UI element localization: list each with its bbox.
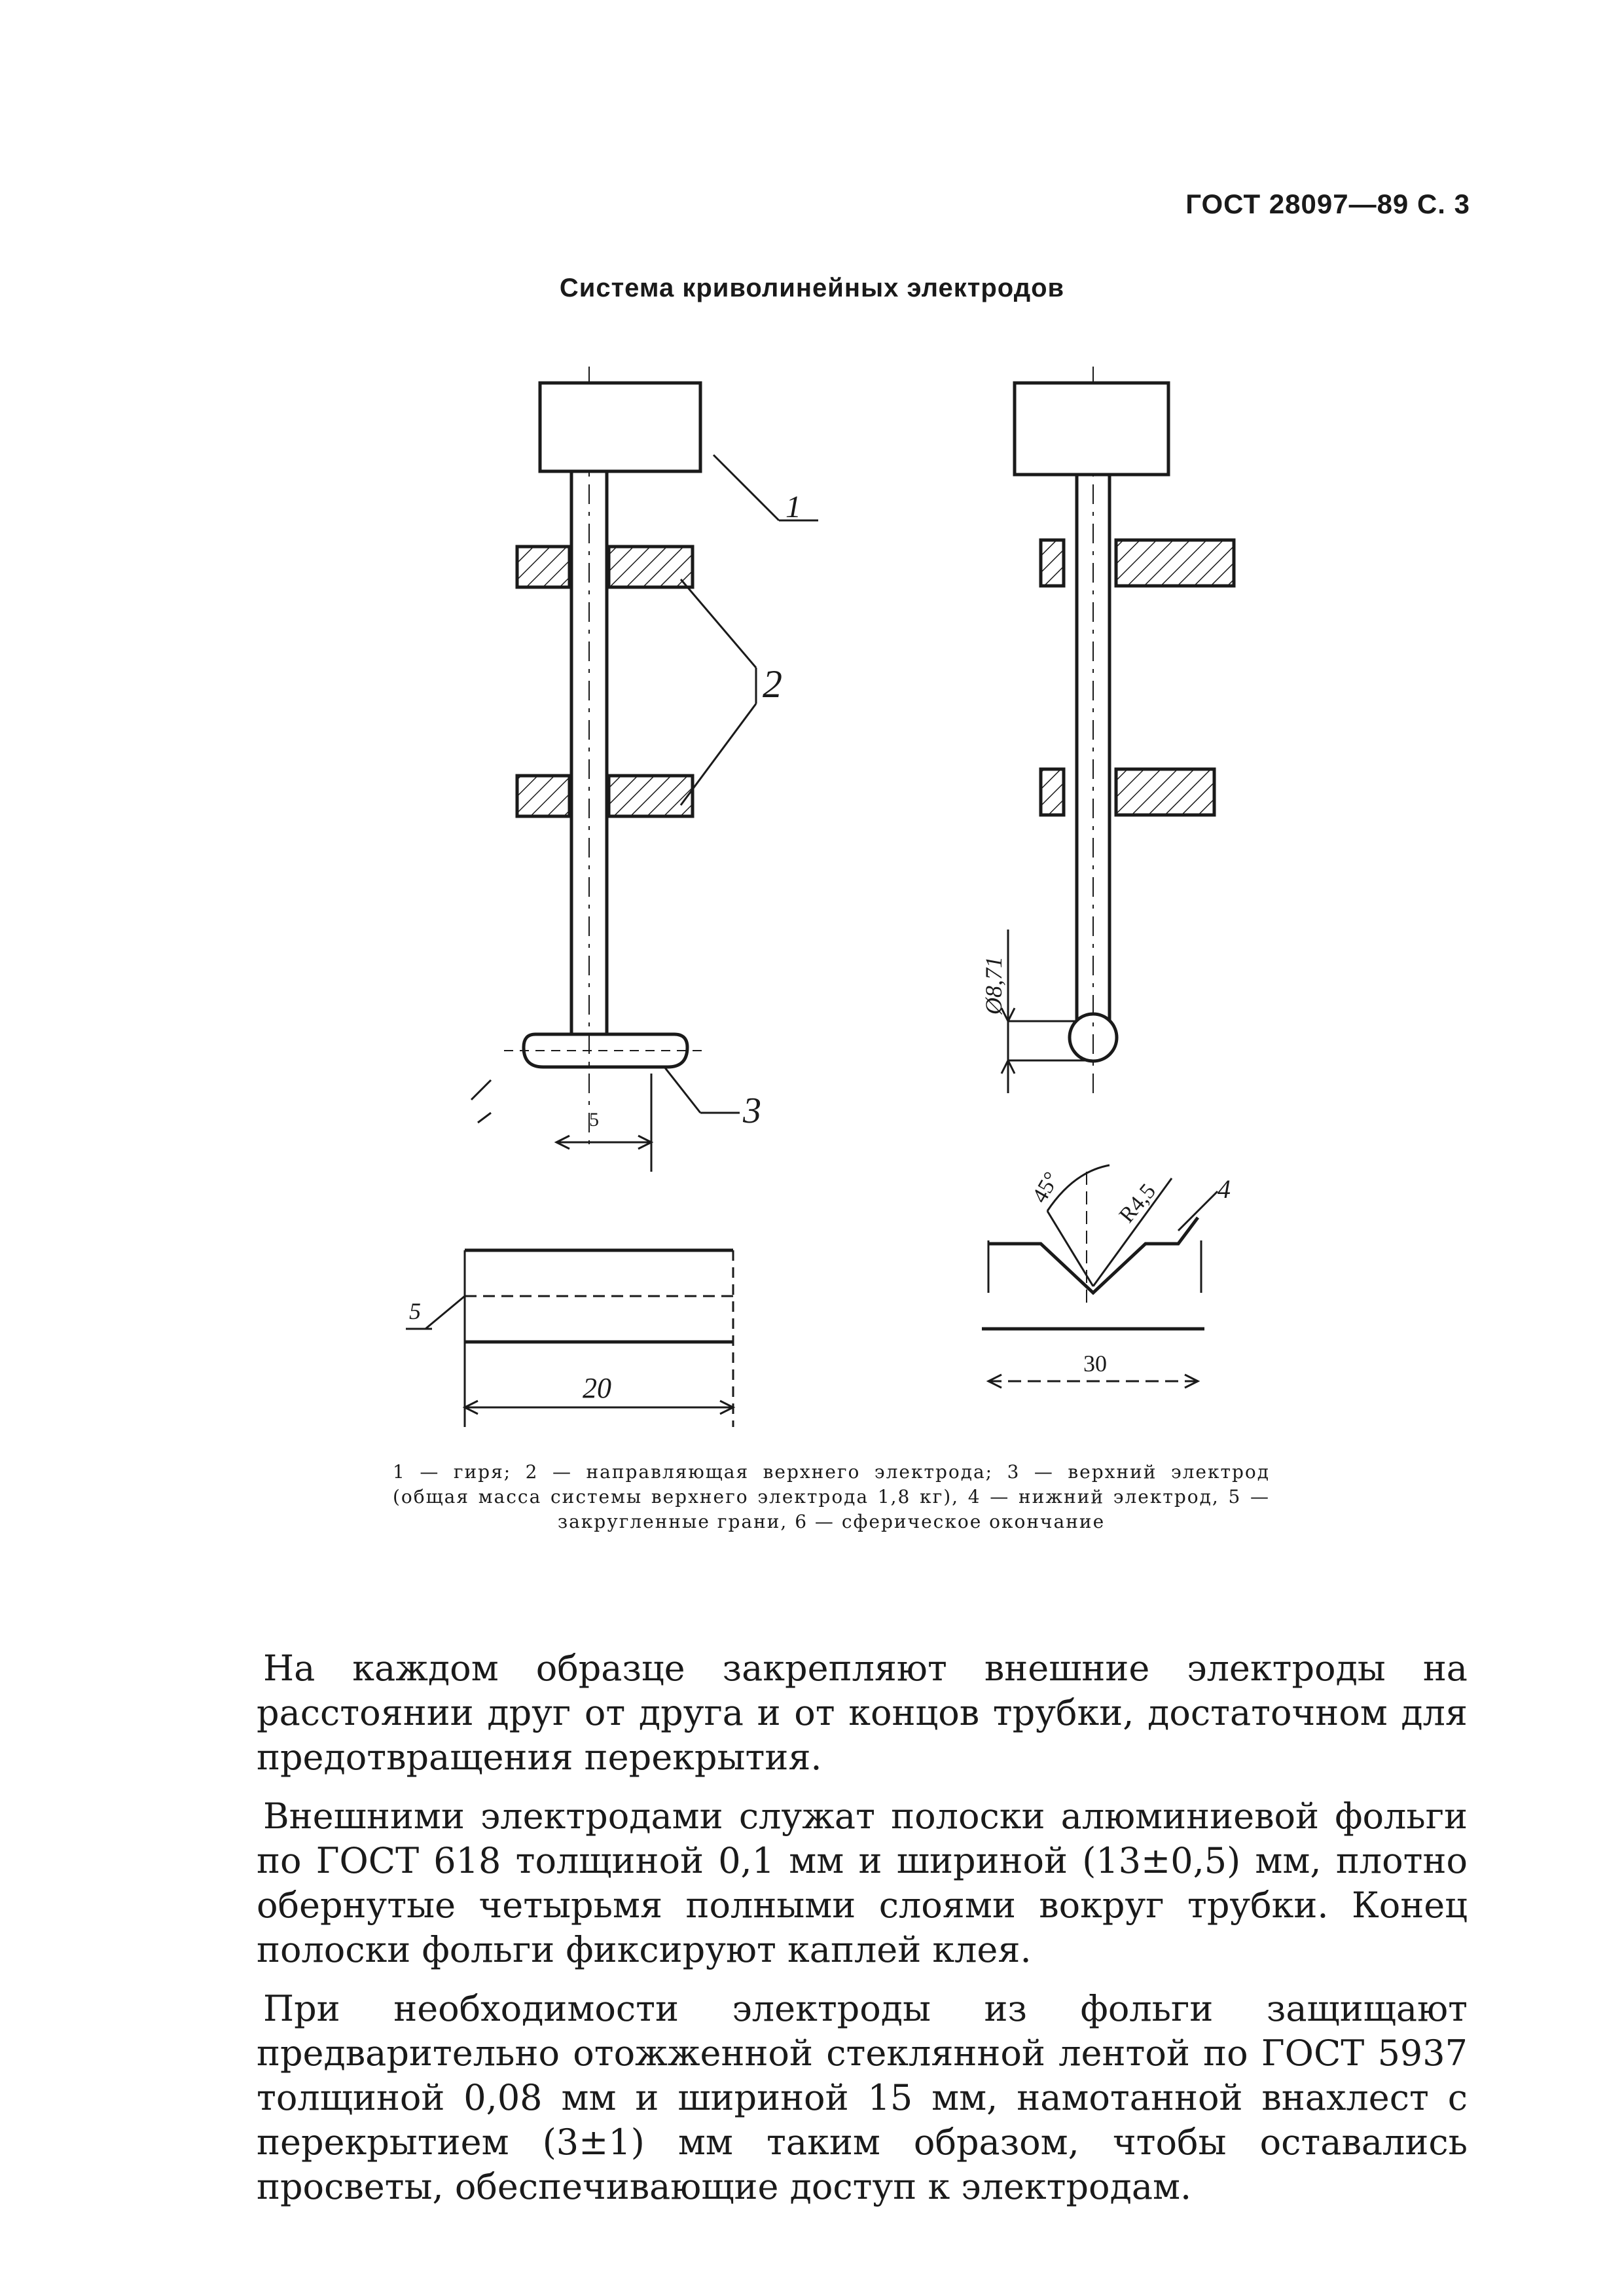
label-lower-width: 20 — [583, 1372, 611, 1404]
label-item-3: 3 — [743, 1091, 761, 1131]
paragraph-1: На каждом образце закрепляют внешние электроды на расстоянии друг от друга и от концов трубки, достаточном для предотвращения перекрытия. — [257, 1648, 1468, 1778]
guide-upper-left — [517, 547, 569, 587]
label-item-1: 1 — [785, 490, 801, 524]
label-item-4: 4 — [1218, 1174, 1231, 1204]
figure-caption: 1 — гиря; 2 — направляющая верхнего электрода; 3 — верхний электрод (общая масса системы верхнего электрода 1,8 кг), 4 — нижний электрод, 5 — закругленные грани, 6 — сферическое окончание — [393, 1461, 1270, 1532]
label-right-width: 30 — [1083, 1350, 1107, 1377]
paragraph-3: При необходимости электроды из фольги защищают предварительно отожженной стеклянной лентой по ГОСТ 5937 толщиной 0,08 мм и шириной 15 мм, намотанной внахлест с перекрытием (3±1) мм таким образом, чтобы оставались просветы, обеспечивающие доступ к электродам. — [257, 1988, 1468, 2207]
label-angle: 45° — [1027, 1168, 1064, 1207]
paragraph-2: Внешними электродами служат полоски алюминиевой фольги по ГОСТ 618 толщиной 0,1 мм и шириной (13±0,5) мм, плотно обернутые четырьмя полными слоями вокруг трубки. Конец полоски фольги фиксируют каплей клея. — [257, 1796, 1468, 1970]
label-item-2: 2 — [763, 662, 782, 706]
guide-upper-right — [609, 547, 693, 587]
body-text — [257, 1646, 1468, 2224]
left-electrode-view — [471, 367, 818, 1172]
figure-title: Система криволинейных электродов — [559, 274, 1065, 302]
weight-block — [540, 383, 700, 471]
figure-electrode-system — [393, 353, 1309, 1466]
label-left-dim-mark: 5 — [589, 1109, 599, 1130]
right-weight-block — [1015, 383, 1168, 475]
lower-electrode-plan — [406, 1250, 733, 1427]
right-electrode-view — [982, 367, 1234, 1388]
guide-lower-left — [517, 776, 569, 816]
guide-lower-right — [609, 776, 693, 816]
label-radius: R4,5 — [1114, 1179, 1161, 1228]
running-head: ГОСТ 28097—89 С. 3 — [1185, 189, 1470, 219]
label-lower-mark: 5 — [409, 1298, 421, 1324]
label-diameter: Ø8,71 — [981, 956, 1007, 1015]
lower-electrode-groove — [988, 1218, 1198, 1293]
